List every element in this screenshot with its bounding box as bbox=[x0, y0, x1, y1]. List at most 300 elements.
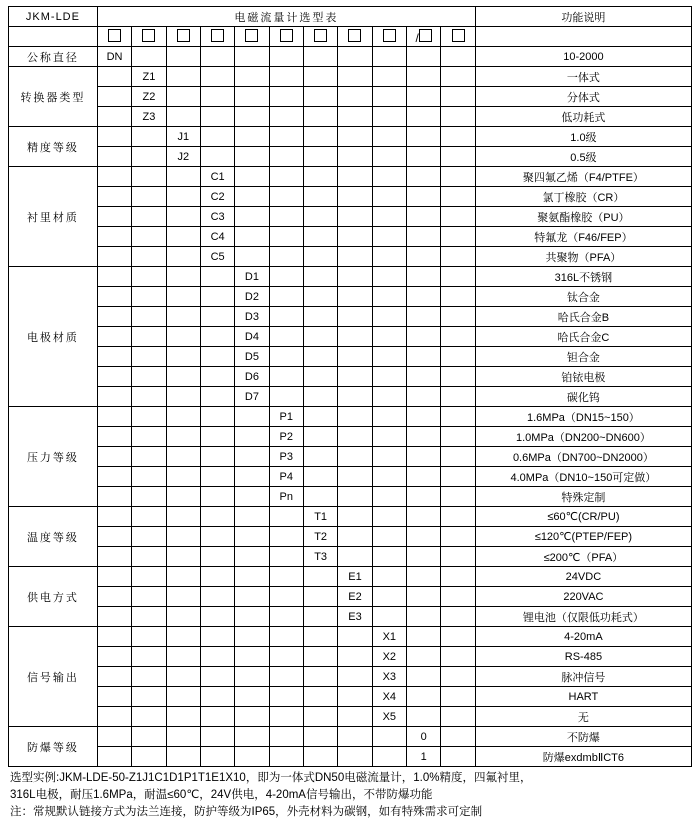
table-row bbox=[9, 447, 692, 467]
code-cell-empty bbox=[338, 467, 372, 487]
code-cell-empty bbox=[269, 587, 303, 607]
code-cell-empty bbox=[235, 107, 269, 127]
code-cell-D1[interactable]: D1 bbox=[235, 267, 269, 287]
code-cell-empty bbox=[303, 287, 337, 307]
code-cell-empty bbox=[338, 307, 372, 327]
code-cell-empty bbox=[406, 347, 440, 367]
code-cell-empty bbox=[441, 547, 476, 567]
code-cell-empty bbox=[406, 547, 440, 567]
code-cell-empty bbox=[338, 347, 372, 367]
code-cell-empty bbox=[269, 527, 303, 547]
desc-cell: 1.0级 bbox=[475, 127, 691, 147]
code-cell-T2[interactable]: T2 bbox=[303, 527, 337, 547]
code-cell-empty bbox=[235, 507, 269, 527]
code-box-11[interactable] bbox=[441, 27, 476, 47]
table-row bbox=[9, 587, 692, 607]
code-box-2[interactable] bbox=[132, 27, 166, 47]
code-cell-empty bbox=[166, 347, 200, 367]
code-cell-empty bbox=[303, 147, 337, 167]
code-cell-empty bbox=[441, 707, 476, 727]
code-cell-empty bbox=[303, 107, 337, 127]
code-cell-empty bbox=[166, 727, 200, 747]
table-row bbox=[9, 207, 692, 227]
code-cell-X1[interactable]: X1 bbox=[372, 627, 406, 647]
row-label-1: 公称直径 bbox=[9, 47, 98, 67]
desc-cell: 4.0MPa（DN10~150可定做） bbox=[475, 467, 691, 487]
code-cell-P4[interactable]: P4 bbox=[269, 467, 303, 487]
code-cell-empty bbox=[97, 447, 131, 467]
code-cell-empty bbox=[372, 367, 406, 387]
code-cell-D7[interactable]: D7 bbox=[235, 387, 269, 407]
code-cell-empty bbox=[441, 667, 476, 687]
code-cell-empty bbox=[132, 287, 166, 307]
code-cell-empty bbox=[338, 447, 372, 467]
code-cell-empty bbox=[406, 407, 440, 427]
code-cell-empty bbox=[97, 327, 131, 347]
box-glyph bbox=[245, 29, 258, 42]
table-row bbox=[9, 307, 692, 327]
code-cell-empty bbox=[269, 707, 303, 727]
code-cell-empty bbox=[406, 287, 440, 307]
code-cell-empty bbox=[338, 287, 372, 307]
code-cell-empty bbox=[200, 647, 234, 667]
code-box-5[interactable] bbox=[235, 27, 269, 47]
row-label-7: 温度等级 bbox=[9, 507, 98, 567]
box-glyph bbox=[419, 29, 432, 42]
code-cell-empty bbox=[166, 367, 200, 387]
code-cell-D6[interactable]: D6 bbox=[235, 367, 269, 387]
desc-cell: RS-485 bbox=[475, 647, 691, 667]
code-cell-empty bbox=[235, 47, 269, 67]
code-cell-empty bbox=[269, 627, 303, 647]
code-cell-empty bbox=[269, 247, 303, 267]
desc-cell: ≤120℃(PTEP/FEP) bbox=[475, 527, 691, 547]
code-cell-empty bbox=[269, 67, 303, 87]
code-cell-empty bbox=[132, 727, 166, 747]
code-cell-empty bbox=[303, 207, 337, 227]
box-glyph bbox=[177, 29, 190, 42]
code-cell-0[interactable]: 0 bbox=[406, 727, 440, 747]
code-cell-Z2[interactable]: Z2 bbox=[132, 87, 166, 107]
code-cell-empty bbox=[406, 527, 440, 547]
code-cell-empty bbox=[269, 387, 303, 407]
code-cell-empty bbox=[200, 127, 234, 147]
code-cell-empty bbox=[372, 467, 406, 487]
desc-cell: 220VAC bbox=[475, 587, 691, 607]
code-cell-empty bbox=[406, 587, 440, 607]
code-cell-empty bbox=[200, 447, 234, 467]
code-cell-empty bbox=[406, 267, 440, 287]
code-cell-empty bbox=[235, 527, 269, 547]
code-cell-empty bbox=[97, 247, 131, 267]
code-cell-empty bbox=[372, 127, 406, 147]
code-cell-empty bbox=[97, 747, 131, 767]
code-cell-1[interactable]: 1 bbox=[406, 747, 440, 767]
code-cell-empty bbox=[372, 387, 406, 407]
code-box-10[interactable] bbox=[406, 27, 440, 47]
desc-cell: 特殊定制 bbox=[475, 487, 691, 507]
code-cell-empty bbox=[303, 647, 337, 667]
code-cell-empty bbox=[303, 187, 337, 207]
code-cell-empty bbox=[372, 147, 406, 167]
code-cell-empty bbox=[441, 287, 476, 307]
code-cell-empty bbox=[132, 747, 166, 767]
code-cell-empty bbox=[303, 347, 337, 367]
code-cell-empty bbox=[200, 687, 234, 707]
code-cell-empty bbox=[235, 147, 269, 167]
code-cell-empty bbox=[338, 407, 372, 427]
desc-cell: 一体式 bbox=[475, 67, 691, 87]
table-row bbox=[9, 487, 692, 507]
code-box-9[interactable] bbox=[372, 27, 406, 47]
code-cell-empty bbox=[269, 87, 303, 107]
code-cell-empty bbox=[97, 547, 131, 567]
code-cell-empty bbox=[269, 367, 303, 387]
code-cell-empty bbox=[338, 427, 372, 447]
code-cell-empty bbox=[132, 267, 166, 287]
row-label-4: 衬里材质 bbox=[9, 167, 98, 267]
code-cell-empty bbox=[338, 167, 372, 187]
code-cell-empty bbox=[441, 187, 476, 207]
code-cell-empty bbox=[441, 167, 476, 187]
code-cell-empty bbox=[303, 307, 337, 327]
code-cell-empty bbox=[338, 327, 372, 347]
desc-cell: ≤200℃（PFA） bbox=[475, 547, 691, 567]
code-cell-empty bbox=[303, 707, 337, 727]
code-cell-empty bbox=[166, 567, 200, 587]
code-cell-empty bbox=[406, 167, 440, 187]
code-cell-empty bbox=[166, 107, 200, 127]
code-cell-empty bbox=[97, 707, 131, 727]
code-cell-empty bbox=[406, 47, 440, 67]
code-cell-empty bbox=[406, 187, 440, 207]
table-row bbox=[9, 607, 692, 627]
code-cell-empty bbox=[372, 67, 406, 87]
code-cell-empty bbox=[338, 647, 372, 667]
code-cell-empty bbox=[132, 427, 166, 447]
code-cell-Z1[interactable]: Z1 bbox=[132, 67, 166, 87]
code-cell-Pn[interactable]: Pn bbox=[269, 487, 303, 507]
code-cell-J2[interactable]: J2 bbox=[166, 147, 200, 167]
code-cell-empty bbox=[235, 247, 269, 267]
code-cell-empty bbox=[269, 567, 303, 587]
desc-cell: 0.6MPa（DN700~DN2000） bbox=[475, 447, 691, 467]
code-cell-empty bbox=[166, 267, 200, 287]
code-cell-empty bbox=[338, 187, 372, 207]
slash-separator: / bbox=[415, 30, 419, 45]
code-cell-empty bbox=[200, 407, 234, 427]
desc-cell: 共聚物（PFA） bbox=[475, 247, 691, 267]
code-cell-E2[interactable]: E2 bbox=[338, 587, 372, 607]
table-row bbox=[9, 687, 692, 707]
code-cell-empty bbox=[303, 627, 337, 647]
code-cell-empty bbox=[166, 187, 200, 207]
code-cell-E1[interactable]: E1 bbox=[338, 567, 372, 587]
code-cell-empty bbox=[269, 147, 303, 167]
code-cell-empty bbox=[406, 607, 440, 627]
code-cell-empty bbox=[97, 227, 131, 247]
code-cell-empty bbox=[200, 507, 234, 527]
desc-cell: 锂电池（仅限低功耗式） bbox=[475, 607, 691, 627]
code-cell-empty bbox=[303, 667, 337, 687]
code-cell-empty bbox=[97, 647, 131, 667]
code-cell-empty bbox=[132, 447, 166, 467]
code-cell-empty bbox=[235, 567, 269, 587]
code-box-1[interactable] bbox=[97, 27, 131, 47]
code-cell-T1[interactable]: T1 bbox=[303, 507, 337, 527]
code-cell-empty bbox=[338, 147, 372, 167]
code-cell-empty bbox=[97, 127, 131, 147]
code-cell-empty bbox=[166, 687, 200, 707]
code-cell-empty bbox=[441, 127, 476, 147]
code-cell-empty bbox=[406, 367, 440, 387]
code-box-6[interactable] bbox=[269, 27, 303, 47]
code-cell-empty bbox=[132, 227, 166, 247]
code-cell-empty bbox=[269, 727, 303, 747]
desc-cell: HART bbox=[475, 687, 691, 707]
code-cell-empty bbox=[132, 127, 166, 147]
code-cell-empty bbox=[235, 167, 269, 187]
code-cell-C4[interactable]: C4 bbox=[200, 227, 234, 247]
code-cell-empty bbox=[235, 87, 269, 107]
code-cell-empty bbox=[97, 147, 131, 167]
code-cell-empty bbox=[166, 247, 200, 267]
code-cell-empty bbox=[338, 747, 372, 767]
code-cell-empty bbox=[303, 727, 337, 747]
code-cell-D5[interactable]: D5 bbox=[235, 347, 269, 367]
desc-cell: 聚氨酯橡胶（PU） bbox=[475, 207, 691, 227]
code-cell-empty bbox=[132, 187, 166, 207]
desc-cell: 铂铱电极 bbox=[475, 367, 691, 387]
code-cell-empty bbox=[441, 607, 476, 627]
code-cell-empty bbox=[97, 407, 131, 427]
code-cell-empty bbox=[338, 227, 372, 247]
code-cell-empty bbox=[441, 487, 476, 507]
code-cell-empty bbox=[303, 687, 337, 707]
code-cell-empty bbox=[166, 487, 200, 507]
code-cell-empty bbox=[406, 387, 440, 407]
code-cell-empty bbox=[338, 547, 372, 567]
table-row bbox=[9, 507, 692, 527]
desc-cell: 防爆exdmbⅡCT6 bbox=[475, 747, 691, 767]
code-cell-empty bbox=[269, 107, 303, 127]
code-cell-empty bbox=[406, 627, 440, 647]
table-row bbox=[9, 147, 692, 167]
code-cell-empty bbox=[441, 447, 476, 467]
boxes-row-spacer bbox=[9, 27, 98, 47]
desc-cell: 0.5级 bbox=[475, 147, 691, 167]
code-cell-empty bbox=[166, 47, 200, 67]
code-cell-empty bbox=[200, 667, 234, 687]
code-cell-empty bbox=[200, 387, 234, 407]
code-cell-P3[interactable]: P3 bbox=[269, 447, 303, 467]
code-cell-D3[interactable]: D3 bbox=[235, 307, 269, 327]
code-cell-empty bbox=[97, 667, 131, 687]
code-cell-empty bbox=[338, 507, 372, 527]
code-cell-empty bbox=[338, 247, 372, 267]
code-cell-C3[interactable]: C3 bbox=[200, 207, 234, 227]
code-cell-E3[interactable]: E3 bbox=[338, 607, 372, 627]
code-cell-empty bbox=[200, 367, 234, 387]
code-cell-X5[interactable]: X5 bbox=[372, 707, 406, 727]
code-cell-empty bbox=[441, 407, 476, 427]
desc-cell: 无 bbox=[475, 707, 691, 727]
code-cell-empty bbox=[441, 387, 476, 407]
table-row bbox=[9, 667, 692, 687]
table-row bbox=[9, 47, 692, 67]
code-cell-empty bbox=[200, 567, 234, 587]
code-cell-empty bbox=[200, 307, 234, 327]
box-glyph bbox=[314, 29, 327, 42]
row-label-5: 电极材质 bbox=[9, 267, 98, 407]
code-cell-empty bbox=[441, 247, 476, 267]
code-cell-T3[interactable]: T3 bbox=[303, 547, 337, 567]
code-cell-empty bbox=[303, 587, 337, 607]
code-cell-C1[interactable]: C1 bbox=[200, 167, 234, 187]
code-cell-empty bbox=[406, 427, 440, 447]
table-row bbox=[9, 87, 692, 107]
code-cell-C5[interactable]: C5 bbox=[200, 247, 234, 267]
code-cell-empty bbox=[441, 87, 476, 107]
code-cell-empty bbox=[200, 607, 234, 627]
code-cell-empty bbox=[372, 207, 406, 227]
code-cell-empty bbox=[200, 47, 234, 67]
code-cell-empty bbox=[441, 567, 476, 587]
code-cell-empty bbox=[372, 587, 406, 607]
table-row bbox=[9, 187, 692, 207]
code-box-8[interactable] bbox=[338, 27, 372, 47]
code-cell-empty bbox=[200, 747, 234, 767]
code-cell-X2[interactable]: X2 bbox=[372, 647, 406, 667]
code-cell-empty bbox=[338, 267, 372, 287]
code-cell-empty bbox=[166, 287, 200, 307]
code-cell-empty bbox=[372, 407, 406, 427]
code-cell-empty bbox=[441, 47, 476, 67]
code-cell-X4[interactable]: X4 bbox=[372, 687, 406, 707]
code-cell-empty bbox=[166, 607, 200, 627]
code-cell-empty bbox=[441, 507, 476, 527]
code-cell-empty bbox=[132, 247, 166, 267]
box-glyph bbox=[452, 29, 465, 42]
code-cell-P1[interactable]: P1 bbox=[269, 407, 303, 427]
table-row bbox=[9, 567, 692, 587]
code-cell-empty bbox=[235, 707, 269, 727]
row-label-3: 精度等级 bbox=[9, 127, 98, 167]
code-cell-empty bbox=[303, 327, 337, 347]
code-cell-P2[interactable]: P2 bbox=[269, 427, 303, 447]
code-cell-empty bbox=[200, 427, 234, 447]
table-row bbox=[9, 227, 692, 247]
code-cell-empty bbox=[406, 567, 440, 587]
code-cell-empty bbox=[132, 167, 166, 187]
code-cell-empty bbox=[269, 267, 303, 287]
code-cell-empty bbox=[97, 527, 131, 547]
code-cell-empty bbox=[166, 387, 200, 407]
code-cell-empty bbox=[166, 627, 200, 647]
code-cell-D2[interactable]: D2 bbox=[235, 287, 269, 307]
code-cell-empty bbox=[97, 567, 131, 587]
code-cell-empty bbox=[235, 487, 269, 507]
code-cell-empty bbox=[132, 487, 166, 507]
code-cell-empty bbox=[132, 667, 166, 687]
code-cell-empty bbox=[338, 367, 372, 387]
code-box-4[interactable] bbox=[200, 27, 234, 47]
code-cell-empty bbox=[200, 467, 234, 487]
code-cell-empty bbox=[406, 127, 440, 147]
code-cell-C2[interactable]: C2 bbox=[200, 187, 234, 207]
code-cell-empty bbox=[372, 307, 406, 327]
code-cell-empty bbox=[235, 727, 269, 747]
code-cell-empty bbox=[200, 327, 234, 347]
code-cell-empty bbox=[132, 207, 166, 227]
code-cell-D4[interactable]: D4 bbox=[235, 327, 269, 347]
code-cell-empty bbox=[132, 407, 166, 427]
code-cell-empty bbox=[166, 407, 200, 427]
code-cell-empty bbox=[441, 427, 476, 447]
code-cell-empty bbox=[338, 527, 372, 547]
code-cell-empty bbox=[97, 607, 131, 627]
code-cell-J1[interactable]: J1 bbox=[166, 127, 200, 147]
code-cell-empty bbox=[200, 287, 234, 307]
code-cell-empty bbox=[372, 287, 406, 307]
code-cell-empty bbox=[200, 67, 234, 87]
code-cell-empty bbox=[406, 307, 440, 327]
code-cell-empty bbox=[97, 627, 131, 647]
code-cell-empty bbox=[269, 187, 303, 207]
code-cell-X3[interactable]: X3 bbox=[372, 667, 406, 687]
table-row bbox=[9, 547, 692, 567]
code-cell-empty bbox=[269, 287, 303, 307]
note-line-2: 316L电极，耐压1.6MPa，耐温≤60℃，24V供电，4-20mA信号输出，不带防爆功能 bbox=[10, 789, 433, 801]
code-cell-empty bbox=[235, 427, 269, 447]
code-cell-empty bbox=[166, 67, 200, 87]
table-row bbox=[9, 127, 692, 147]
code-cell-empty bbox=[303, 127, 337, 147]
code-box-7[interactable] bbox=[303, 27, 337, 47]
code-cell-empty bbox=[441, 67, 476, 87]
code-cell-empty bbox=[372, 327, 406, 347]
code-cell-empty bbox=[97, 687, 131, 707]
code-cell-empty bbox=[97, 207, 131, 227]
code-cell-empty bbox=[372, 107, 406, 127]
code-cell-empty bbox=[132, 627, 166, 647]
code-cell-empty bbox=[441, 327, 476, 347]
code-cell-empty bbox=[441, 467, 476, 487]
code-cell-empty bbox=[166, 327, 200, 347]
code-box-3[interactable] bbox=[166, 27, 200, 47]
table-row bbox=[9, 627, 692, 647]
code-cell-empty bbox=[200, 487, 234, 507]
code-cell-empty bbox=[200, 547, 234, 567]
desc-cell: 316L不锈钢 bbox=[475, 267, 691, 287]
code-cell-empty bbox=[338, 67, 372, 87]
note-line-3: 注：常规默认链接方式为法兰连接，防护等级为IP65，外壳材料为碳钢，如有特殊需求可定制 bbox=[10, 806, 483, 818]
code-cell-empty bbox=[441, 307, 476, 327]
code-cell-empty bbox=[132, 47, 166, 67]
code-cell-empty bbox=[406, 107, 440, 127]
desc-cell: 1.6MPa（DN15~150） bbox=[475, 407, 691, 427]
table-row bbox=[9, 327, 692, 347]
code-cell-Z3[interactable]: Z3 bbox=[132, 107, 166, 127]
code-cell-empty bbox=[97, 67, 131, 87]
code-cell-empty bbox=[269, 127, 303, 147]
code-cell-empty bbox=[235, 607, 269, 627]
code-cell-DN[interactable]: DN bbox=[97, 47, 131, 67]
code-cell-empty bbox=[200, 587, 234, 607]
code-cell-empty bbox=[200, 627, 234, 647]
code-cell-empty bbox=[338, 487, 372, 507]
code-cell-empty bbox=[303, 47, 337, 67]
